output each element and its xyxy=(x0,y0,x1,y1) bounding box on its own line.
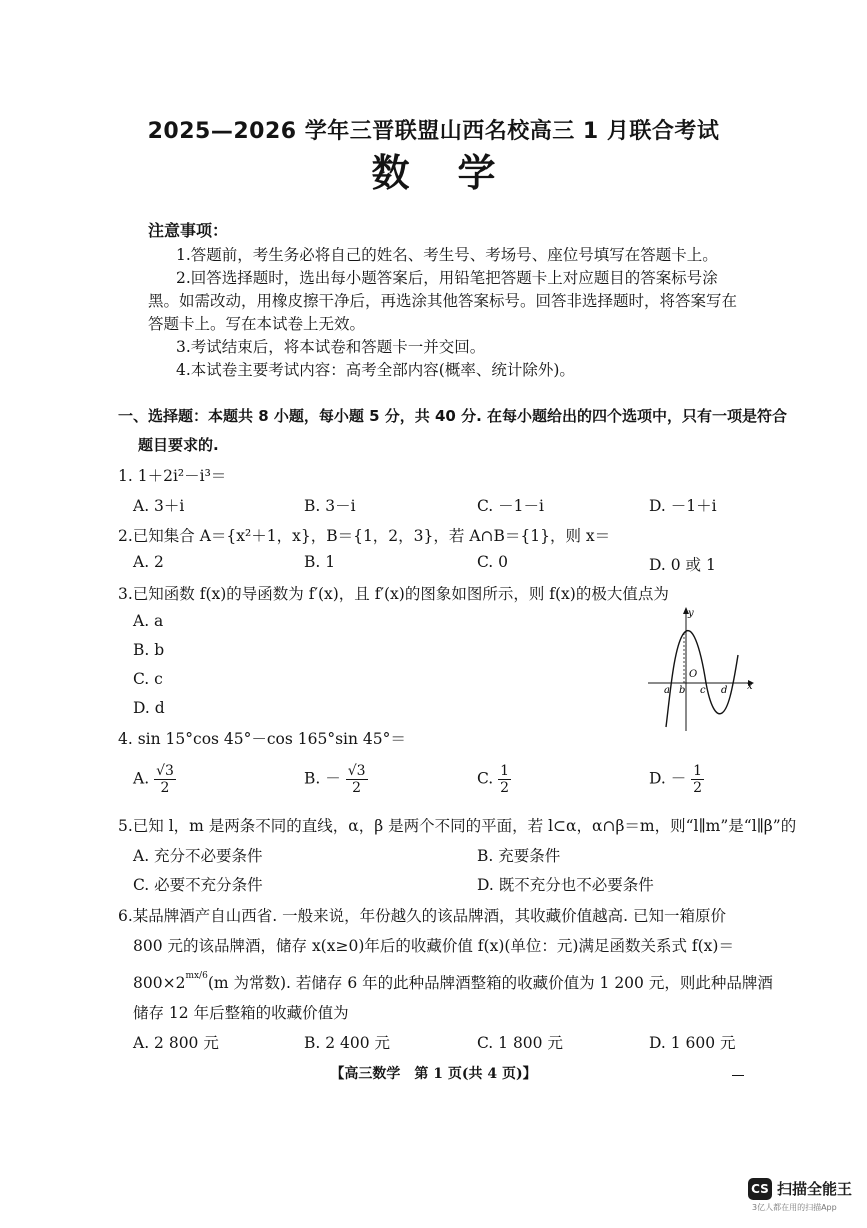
q1-option-d: D. －1＋i xyxy=(649,497,717,515)
question-6-line2: 800 元的该品牌酒，储存 x(x≥0)年后的收藏价值 f(x)(单位：元)满足函数关系式 f(x)＝ xyxy=(133,937,734,955)
q5-option-a: A. 充分不必要条件 xyxy=(133,847,263,865)
q4-c-fraction: $\frac{1}{2}$ xyxy=(500,763,510,796)
q4-option-a xyxy=(133,763,176,796)
q5-option-b: B. 充要条件 xyxy=(477,847,561,865)
derivative-graph xyxy=(648,605,758,733)
q2-option-a: A. 2 xyxy=(133,553,164,571)
q3-option-a: A. a xyxy=(133,612,164,630)
graph-label-y: y xyxy=(688,608,694,619)
graph-label-b: b xyxy=(679,685,686,696)
notice-heading: 注意事项： xyxy=(148,221,229,240)
q1-option-a: A. 3＋i xyxy=(133,497,185,515)
question-5-stem: 5.已知 l，m 是两条不同的直线，α，β 是两个不同的平面，若 l⊂α，α∩β＝m，则“l∥m”是“l∥β”的 xyxy=(118,817,797,835)
q6-option-b: B. 2 400 元 xyxy=(304,1034,391,1052)
q5-option-d: D. 既不充分也不必要条件 xyxy=(477,876,654,894)
q2-option-b: B. 1 xyxy=(304,553,336,571)
q2-option-d: D. 0 或 1 xyxy=(649,556,716,574)
q6-option-c: C. 1 800 元 xyxy=(477,1034,563,1052)
q3-option-b: B. b xyxy=(133,641,165,659)
q2-option-c: C. 0 xyxy=(477,553,509,571)
footer-dash xyxy=(732,1075,744,1076)
q3-option-c: C. c xyxy=(133,670,163,688)
question-6-line1: 6.某品牌酒产自山西省. 一般来说，年份越久的该品牌酒，其收藏价值越高. 已知一箱原价 xyxy=(118,907,726,925)
q4-d-fraction: $\frac{1}{2}$ xyxy=(693,763,703,796)
q4-d-prefix: D. － xyxy=(649,769,687,788)
graph-label-origin: O xyxy=(689,669,698,680)
notice-line: 1.答题前，考生务必将自己的姓名、考生号、考场号、座位号填写在答题卡上。 xyxy=(176,246,718,264)
exam-title: 2025—2026 学年三晋联盟山西名校高三 1 月联合考试 xyxy=(147,119,720,144)
notice-line: 3.考试结束后，将本试卷和答题卡一并交回。 xyxy=(176,338,486,356)
q1-option-b: B. 3－i xyxy=(304,497,356,515)
subject-title: 数学 xyxy=(371,150,544,195)
question-6-line3 xyxy=(133,971,773,993)
q6-option-a: A. 2 800 元 xyxy=(133,1034,219,1052)
graph-label-d: d xyxy=(721,685,728,696)
question-4-stem: 4. sin 15°cos 45°－cos 165°sin 45°＝ xyxy=(118,730,406,748)
q4-option-b xyxy=(304,763,368,796)
q1-option-c: C. －1－i xyxy=(477,497,544,515)
page-footer: 【高三数学 第 1 页(共 4 页)】 xyxy=(330,1066,537,1082)
scanner-brand: 扫描全能王 xyxy=(777,1180,853,1198)
notice-line: 4.本试卷主要考试内容：高考全部内容(概率、统计除外)。 xyxy=(176,361,575,379)
q4-b-fraction: $\frac{√3}{2}$ xyxy=(347,763,366,796)
question-2-stem: 2.已知集合 A＝{x²＋1，x}，B＝{1，2，3}，若 A∩B＝{1}，则 x＝ xyxy=(118,527,611,545)
notice-line: 黑。如需改动，用橡皮擦干净后，再选涂其他答案标号。回答非选择题时，将答案写在 xyxy=(148,292,738,310)
q6-line3-rest: (m 为常数). 若储存 6 年的此种品牌酒整箱的收藏价值为 1 200 元，则此种品牌酒 xyxy=(207,974,773,992)
notice-line: 答题卡上。写在本试卷上无效。 xyxy=(148,315,366,333)
q6-formula-base: 800×2 xyxy=(133,974,186,992)
q4-option-d xyxy=(649,763,704,796)
question-1-stem: 1. 1＋2i²－i³＝ xyxy=(118,467,227,485)
q6-option-d: D. 1 600 元 xyxy=(649,1034,736,1052)
q4-option-c xyxy=(477,763,511,796)
scanner-tagline: 3亿人都在用的扫描App xyxy=(752,1203,837,1212)
q4-a-prefix: A. xyxy=(133,769,150,788)
section-heading: 一、选择题：本题共 8 小题，每小题 5 分，共 40 分. 在每小题给出的四个选项中，只有一项是符合 xyxy=(118,407,788,425)
scanner-logo-icon: CS xyxy=(748,1178,772,1200)
q4-b-prefix: B. － xyxy=(304,769,341,788)
question-3-stem: 3.已知函数 f(x)的导函数为 f′(x)，且 f′(x)的图象如图所示，则 f(x)的极大值点为 xyxy=(118,585,669,603)
graph-label-x: x xyxy=(747,681,753,692)
q6-formula-exponent: mx/6 xyxy=(185,970,208,981)
graph-label-c: c xyxy=(700,685,706,696)
q4-c-prefix: C. xyxy=(477,769,494,788)
graph-label-a: a xyxy=(664,685,670,696)
derivative-curve xyxy=(666,631,738,727)
q4-a-fraction: $\frac{√3}{2}$ xyxy=(156,763,174,796)
q3-option-d: D. d xyxy=(133,699,165,717)
q5-option-c: C. 必要不充分条件 xyxy=(133,876,263,894)
notice-line: 2.回答选择题时，选出每小题答案后，用铅笔把答题卡上对应题目的答案标号涂 xyxy=(176,269,718,287)
question-6-line4: 储存 12 年后整箱的收藏价值为 xyxy=(133,1004,349,1022)
section-heading-cont: 题目要求的. xyxy=(138,436,219,454)
